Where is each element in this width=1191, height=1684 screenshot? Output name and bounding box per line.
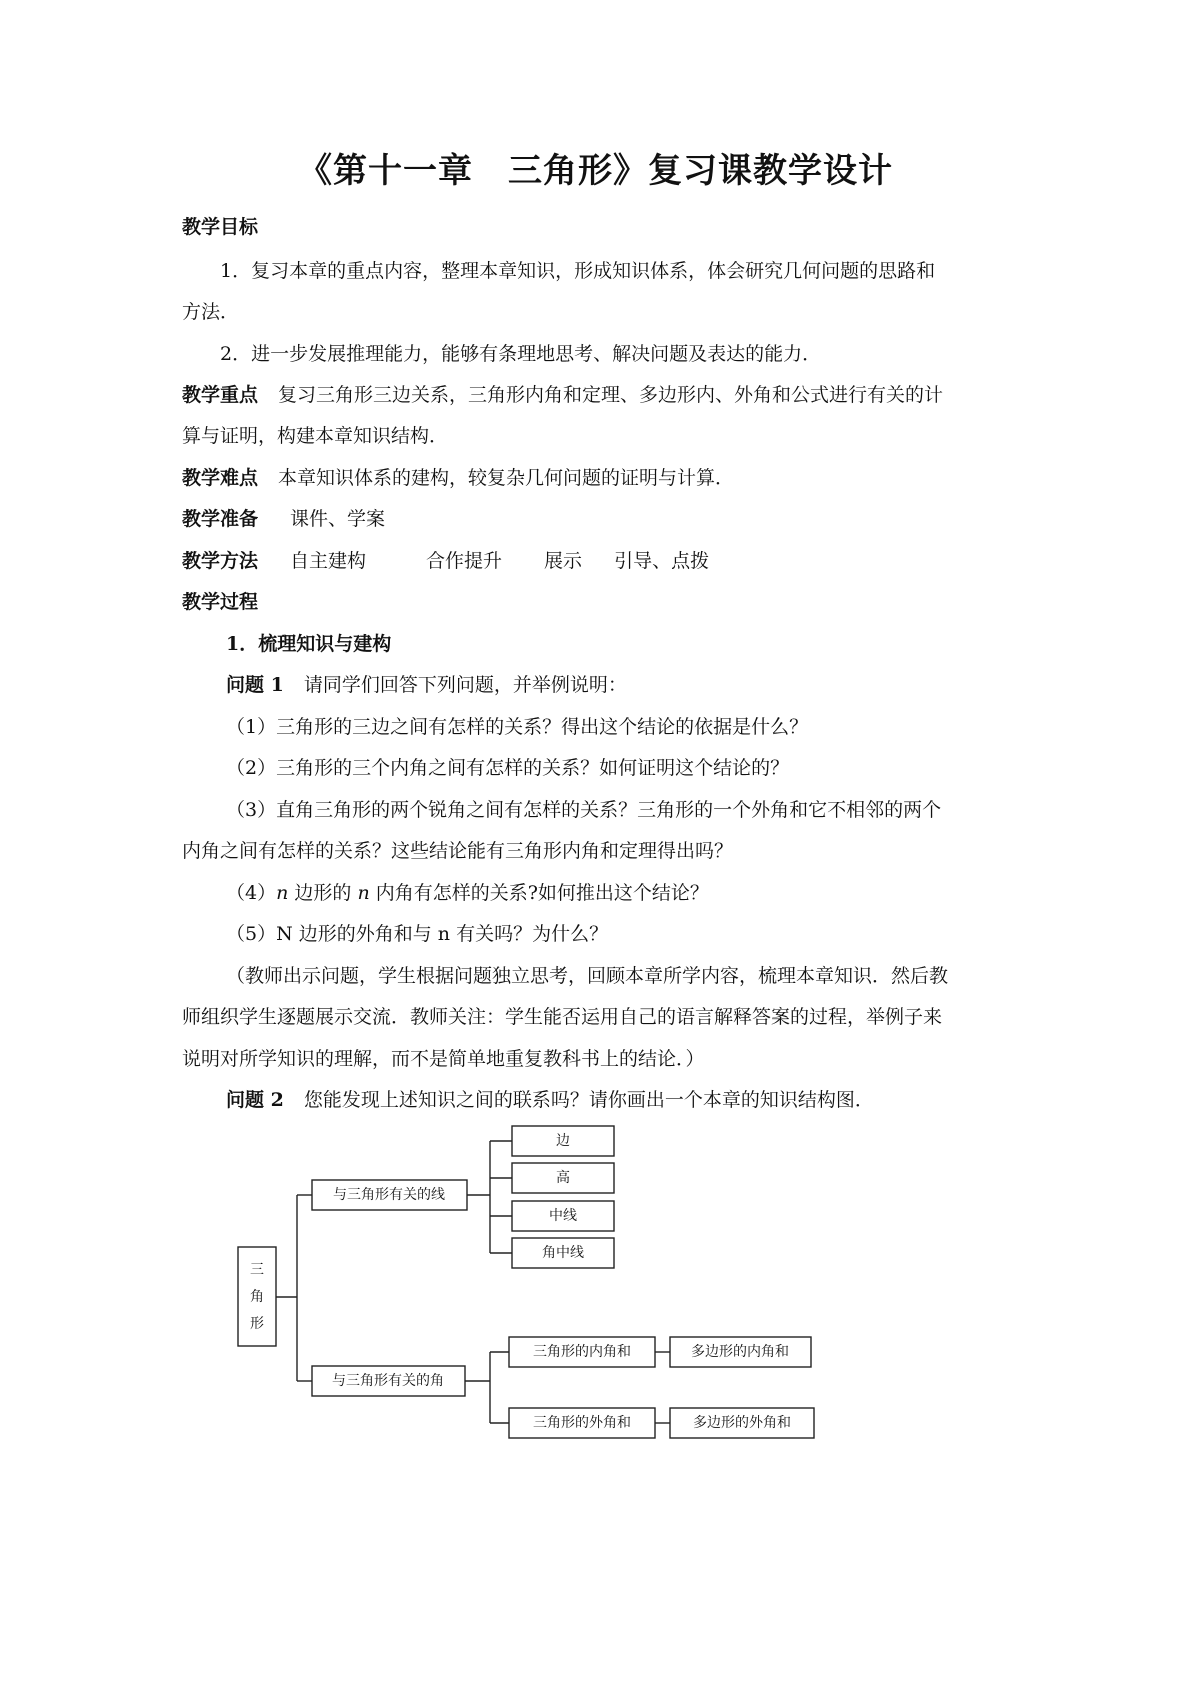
method-item: 合作提升	[426, 550, 503, 572]
question-1-text: 请同学们回答下列问题，并举例说明：	[303, 674, 627, 696]
methods-label: 教学方法	[182, 550, 259, 572]
polygon-exterior-label: 多边形的外角和	[693, 1415, 791, 1431]
key-points-text-1: 复习三角形三边关系，三角形内角和定理、多边形内、外角和公式进行有关的计	[278, 384, 944, 406]
part-4-suffix: 内角有怎样的关系?如何推出这个结论？	[369, 882, 709, 904]
preparation-text: 课件、学案	[290, 508, 386, 530]
question-1-part-3-line-2: 内角之间有怎样的关系？这些结论能有三角形内角和定理得出吗？	[182, 840, 734, 862]
variable-n: n	[276, 882, 289, 904]
question-1-part-3-line-1: （3）直角三角形的两个锐角之间有怎样的关系？三角形的一个外角和它不相邻的两个	[226, 799, 942, 821]
root-char: 三	[250, 1262, 264, 1278]
item-label: 高	[556, 1170, 570, 1186]
question-1-label: 问题 1	[226, 674, 284, 696]
item-label: 角中线	[542, 1245, 584, 1261]
variable-n: n	[357, 882, 370, 904]
method-item: 展示	[544, 550, 583, 572]
method-item: 引导、点拨	[614, 550, 710, 572]
question-1-part-1: （1）三角形的三边之间有怎样的关系？得出这个结论的依据是什么？	[226, 716, 809, 738]
difficulties-label: 教学难点	[182, 467, 259, 489]
objective-1-line-1: 1．复习本章的重点内容，整理本章知识，形成知识体系，体会研究几何问题的思路和	[220, 260, 936, 282]
objective-2: 2．进一步发展推理能力，能够有条理地思考、解决问题及表达的能力．	[220, 343, 822, 365]
item-label: 边	[556, 1133, 570, 1149]
key-points-line-2: 算与证明，构建本章知识结构．	[182, 425, 449, 447]
objective-1-line-2: 方法．	[182, 301, 240, 323]
lines-branch-label: 与三角形有关的线	[333, 1187, 445, 1203]
process-heading: 教学过程	[182, 591, 259, 613]
item-label: 中线	[549, 1208, 577, 1224]
root-char: 角	[250, 1289, 264, 1305]
question-1-part-5: （5）N 边形的外角和与 n 有关吗？为什么？	[226, 923, 609, 945]
exterior-label: 三角形的外角和	[533, 1415, 631, 1431]
difficulties-text: 本章知识体系的建构，较复杂几何问题的证明与计算．	[278, 467, 735, 489]
objectives-heading: 教学目标	[182, 216, 259, 238]
question-2-text: 您能发现上述知识之间的联系吗？请你画出一个本章的知识结构图．	[303, 1089, 874, 1111]
angles-branch-label: 与三角形有关的角	[332, 1373, 444, 1389]
page-title: 《第十一章 三角形》复习课教学设计	[298, 151, 893, 191]
root-char: 形	[250, 1316, 264, 1332]
teacher-note-line-3: 说明对所学知识的理解，而不是简单地重复教科书上的结论．）	[182, 1048, 705, 1070]
question-2-label: 问题 2	[226, 1089, 284, 1111]
section-1-heading: 1．梳理知识与建构	[226, 633, 392, 655]
part-4-mid: 边形的	[288, 882, 358, 904]
key-points-label: 教学重点	[182, 384, 259, 406]
question-1-part-2: （2）三角形的三个内角之间有怎样的关系？如何证明这个结论的？	[226, 757, 790, 779]
polygon-interior-label: 多边形的内角和	[691, 1344, 789, 1360]
preparation-label: 教学准备	[182, 508, 259, 530]
teacher-note-line-2: 师组织学生逐题展示交流．教师关注：学生能否运用自己的语言解释答案的过程，举例子来	[182, 1006, 943, 1028]
part-4-prefix: （4）	[226, 882, 277, 904]
interior-label: 三角形的内角和	[533, 1344, 631, 1360]
method-item: 自主建构	[290, 550, 367, 572]
teacher-note-line-1: （教师出示问题，学生根据问题独立思考，回顾本章所学内容，梳理本章知识．然后教	[226, 965, 949, 987]
